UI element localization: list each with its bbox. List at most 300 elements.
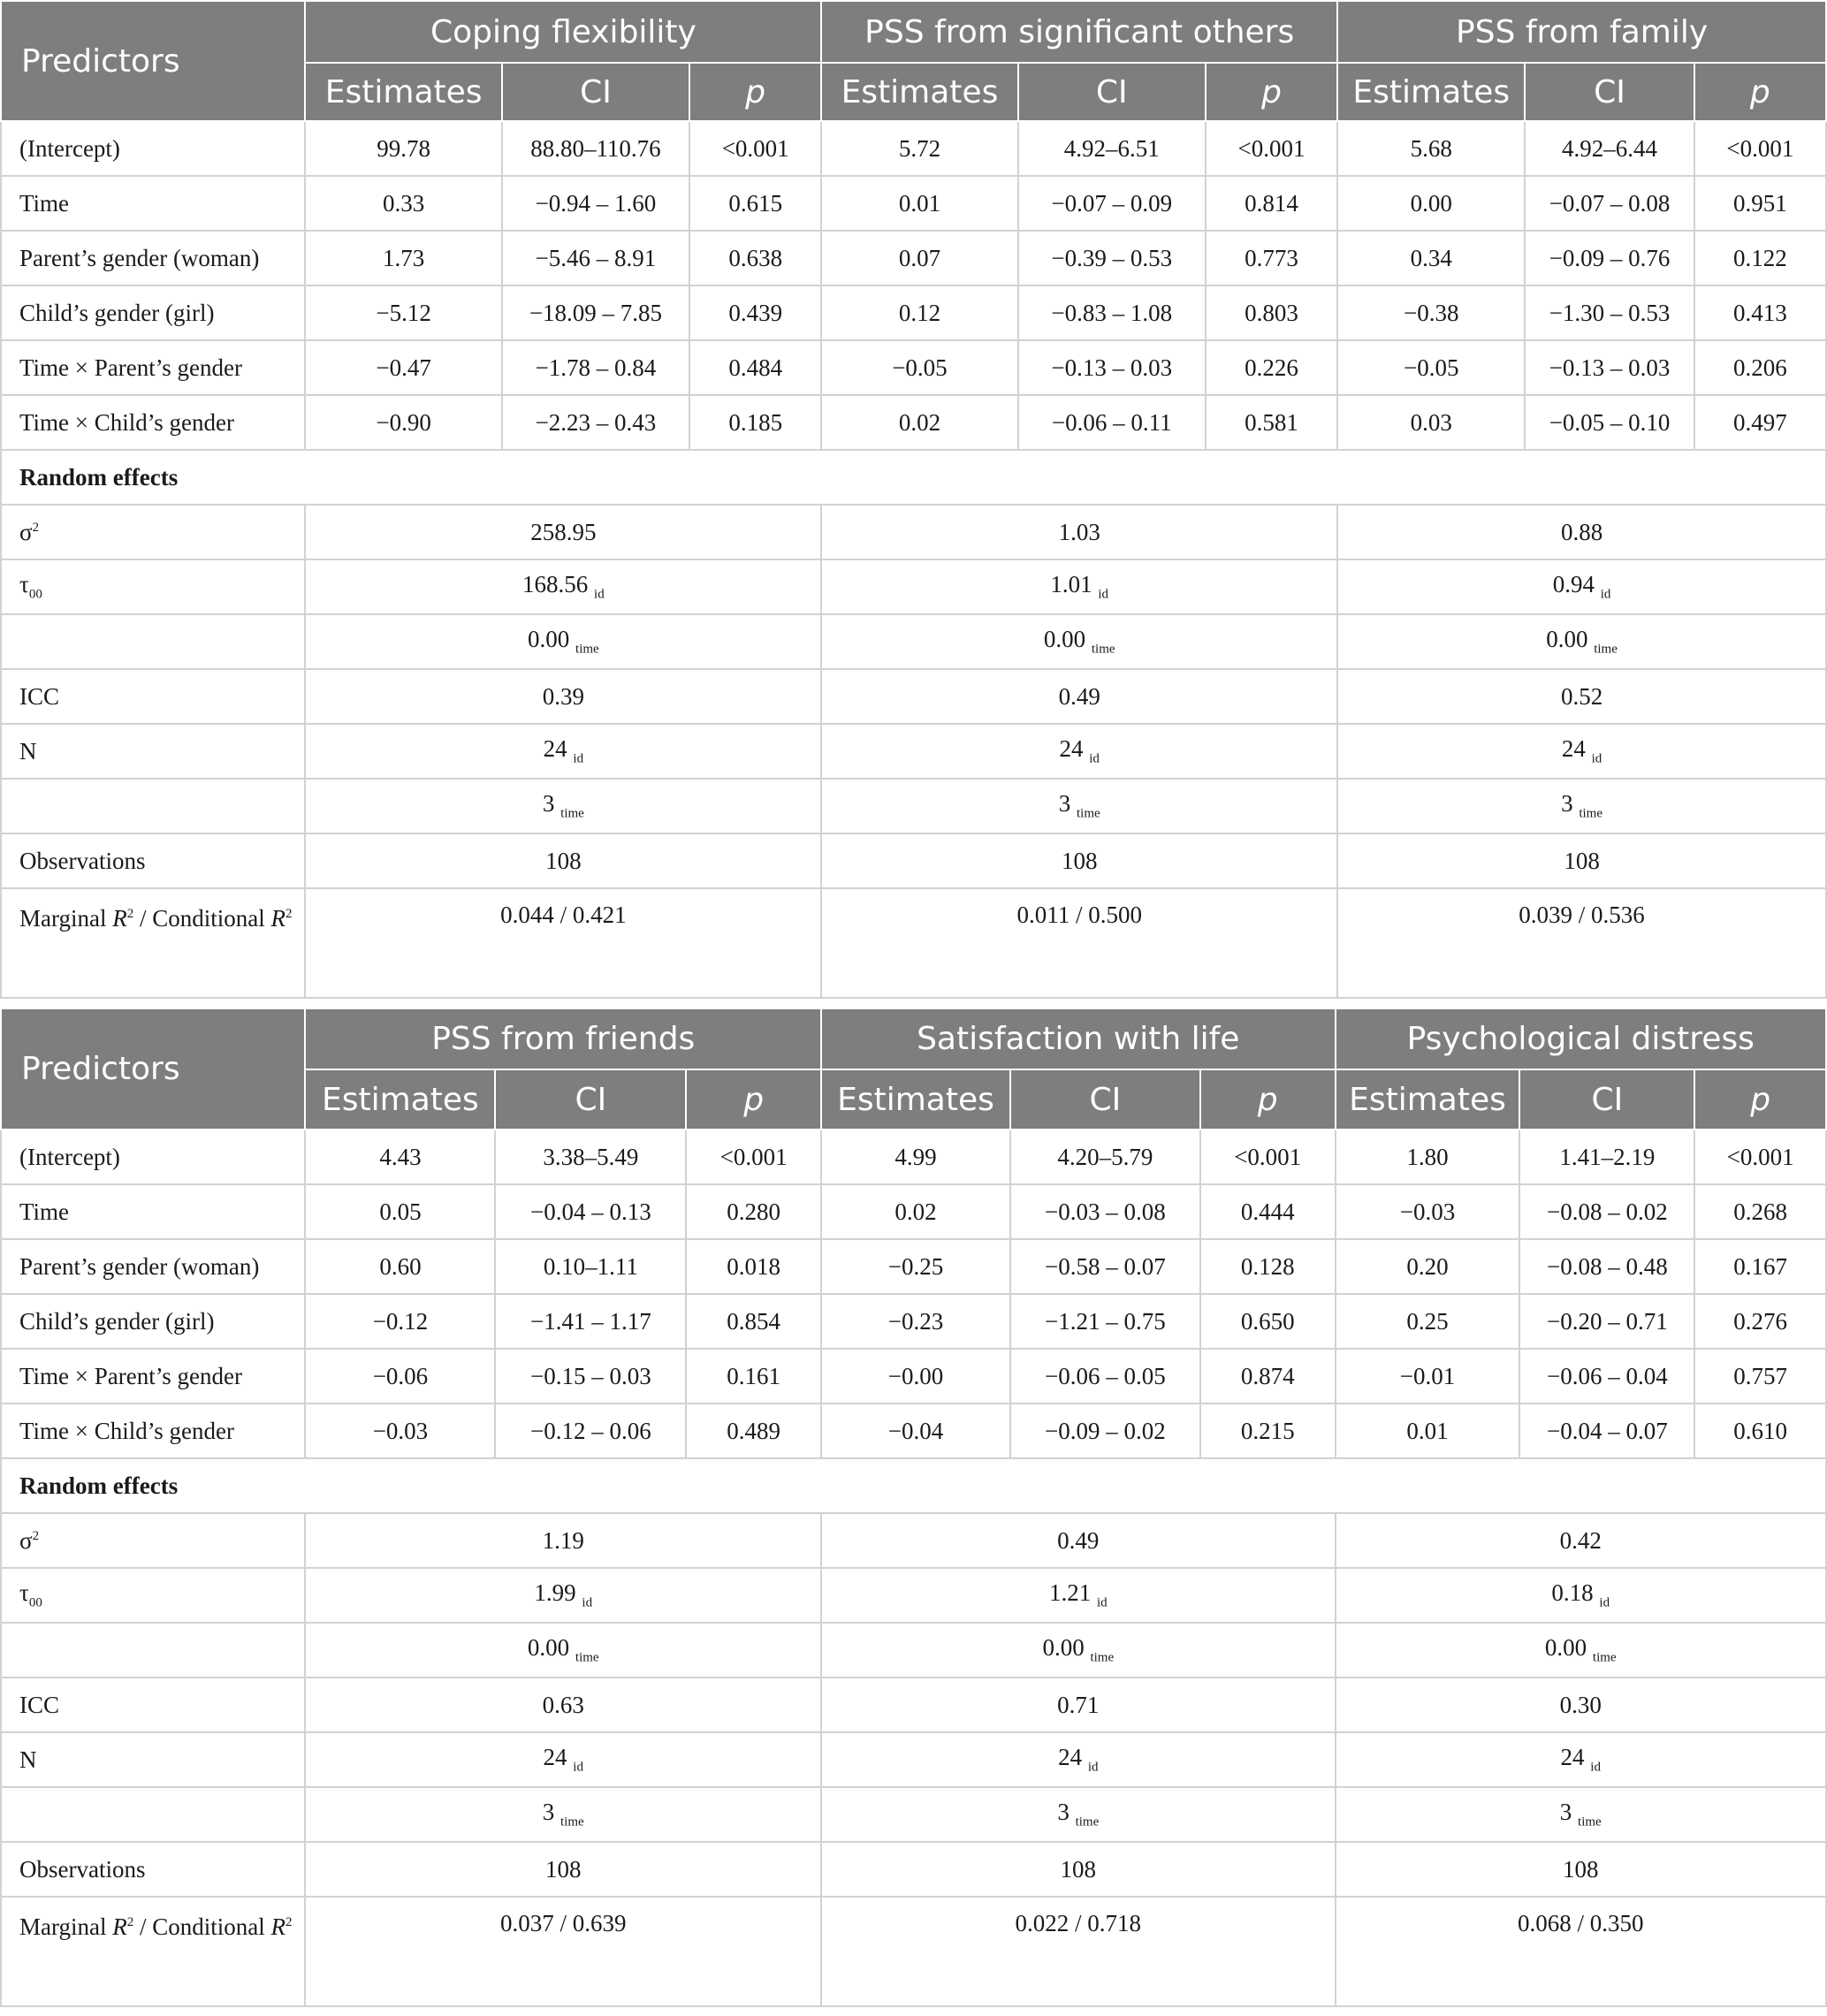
p-header: p bbox=[1694, 63, 1826, 121]
table-cell: <0.001 bbox=[1200, 1130, 1336, 1184]
table-row bbox=[1, 779, 1826, 833]
table-row bbox=[1, 1623, 1826, 1677]
table-cell: 0.05 bbox=[305, 1184, 495, 1239]
ci-header: CI bbox=[1018, 63, 1206, 121]
table-cell: 1.41–2.19 bbox=[1519, 1130, 1694, 1184]
table-cell: 0.60 bbox=[305, 1239, 495, 1294]
row-label-r: R bbox=[270, 1913, 285, 1940]
table-cell: −0.25 bbox=[821, 1239, 1010, 1294]
table-cell bbox=[821, 505, 1337, 559]
p-header: p bbox=[689, 63, 821, 121]
table-cell bbox=[305, 1513, 821, 1568]
cell-subscript: time bbox=[1594, 642, 1618, 657]
cell-value: 3 bbox=[542, 1799, 555, 1826]
table-header bbox=[1, 1, 1826, 121]
table-cell: 0.439 bbox=[689, 285, 821, 340]
cell-value: 1.03 bbox=[1058, 518, 1100, 545]
outcome-header: Coping flexibility bbox=[305, 1, 821, 63]
section-row bbox=[1, 1458, 1826, 1513]
cell-subscript: time bbox=[1592, 1650, 1617, 1665]
table-row bbox=[1, 285, 1826, 340]
table-cell bbox=[305, 1732, 821, 1787]
table-cell: −1.41 – 1.17 bbox=[495, 1294, 686, 1349]
table-cell: −0.06 – 0.05 bbox=[1010, 1349, 1200, 1404]
row-label-text: N bbox=[19, 737, 37, 765]
row-label-superscript: 2 bbox=[285, 1915, 293, 1929]
table-cell: 0.773 bbox=[1206, 231, 1337, 285]
row-label bbox=[1, 833, 305, 888]
table-cell bbox=[305, 779, 821, 833]
row-label: Time bbox=[1, 176, 305, 231]
cell-subscript: id bbox=[1590, 1760, 1601, 1775]
cell-value: 0.63 bbox=[542, 1691, 584, 1718]
table-row bbox=[1, 888, 1826, 998]
p-header: p bbox=[1694, 1069, 1826, 1130]
table-row bbox=[1, 1568, 1826, 1623]
table-cell: 0.12 bbox=[821, 285, 1017, 340]
table-cell bbox=[305, 888, 821, 998]
row-label: Child’s gender (girl) bbox=[1, 285, 305, 340]
table-cell: 0.581 bbox=[1206, 395, 1337, 450]
table-cell: 0.497 bbox=[1694, 395, 1826, 450]
row-label bbox=[1, 1623, 305, 1677]
table-cell: −0.94 – 1.60 bbox=[502, 176, 689, 231]
outcome-header: Satisfaction with life bbox=[821, 1008, 1336, 1069]
cell-value: 1.99 bbox=[534, 1579, 576, 1607]
table-cell: −1.21 – 0.75 bbox=[1010, 1294, 1200, 1349]
table-cell: 0.185 bbox=[689, 395, 821, 450]
outcome-header: Psychological distress bbox=[1336, 1008, 1826, 1069]
table-row bbox=[1, 1787, 1826, 1842]
table-cell bbox=[1337, 505, 1826, 559]
row-label bbox=[1, 559, 305, 614]
row-label-text: τ bbox=[19, 1579, 29, 1607]
cell-subscript: time bbox=[1578, 1814, 1602, 1830]
table-body bbox=[1, 1130, 1826, 2006]
table-cell: 0.280 bbox=[686, 1184, 821, 1239]
table-cell bbox=[821, 559, 1337, 614]
cell-subscript: time bbox=[1091, 642, 1115, 657]
row-label bbox=[1, 505, 305, 559]
cell-subscript: id bbox=[1600, 587, 1611, 602]
cell-value: 0.044 / 0.421 bbox=[500, 901, 627, 928]
table-cell bbox=[821, 724, 1337, 779]
table-cell bbox=[305, 614, 821, 669]
table-cell: −0.08 – 0.48 bbox=[1519, 1239, 1694, 1294]
estimates-header: Estimates bbox=[1336, 1069, 1520, 1130]
row-label bbox=[1, 1787, 305, 1842]
table-cell bbox=[821, 779, 1337, 833]
table-cell: −18.09 – 7.85 bbox=[502, 285, 689, 340]
table-cell: −2.23 – 0.43 bbox=[502, 395, 689, 450]
cell-value: 0.39 bbox=[542, 682, 585, 710]
table-row bbox=[1, 395, 1826, 450]
table-cell: 0.413 bbox=[1694, 285, 1826, 340]
cell-subscript: time bbox=[560, 1814, 584, 1830]
cell-subscript: time bbox=[575, 642, 599, 657]
table-cell: −0.05 bbox=[1337, 340, 1525, 395]
table-cell bbox=[305, 559, 821, 614]
estimates-header: Estimates bbox=[821, 1069, 1010, 1130]
cell-subscript: id bbox=[1591, 751, 1602, 766]
cell-value: 0.022 / 0.718 bbox=[1015, 1910, 1142, 1936]
table-cell: −0.07 – 0.09 bbox=[1018, 176, 1206, 231]
row-label bbox=[1, 1677, 305, 1732]
row-label: Time × Child’s gender bbox=[1, 395, 305, 450]
table-cell bbox=[821, 1842, 1336, 1897]
row-label-text: / Conditional bbox=[133, 905, 271, 932]
table-cell: −0.13 – 0.03 bbox=[1525, 340, 1694, 395]
row-label-text: Marginal bbox=[19, 905, 113, 932]
section-row bbox=[1, 450, 1826, 505]
table-cell bbox=[305, 1787, 821, 1842]
cell-value: 108 bbox=[545, 1855, 582, 1883]
cell-value: 108 bbox=[1060, 1855, 1097, 1883]
table-cell bbox=[1336, 1513, 1826, 1568]
table-cell: 0.03 bbox=[1337, 395, 1525, 450]
table-cell: 0.638 bbox=[689, 231, 821, 285]
cell-value: 108 bbox=[545, 847, 582, 874]
cell-value: 0.039 / 0.536 bbox=[1519, 901, 1645, 928]
table-cell: 5.68 bbox=[1337, 121, 1525, 176]
table-cell bbox=[305, 669, 821, 724]
cell-value: 24 bbox=[543, 1744, 567, 1771]
cell-value: 0.94 bbox=[1552, 571, 1595, 598]
table-row bbox=[1, 1130, 1826, 1184]
table-cell: −0.09 – 0.02 bbox=[1010, 1404, 1200, 1458]
cell-value: 0.18 bbox=[1551, 1579, 1594, 1607]
cell-value: 1.19 bbox=[542, 1526, 584, 1554]
table-cell: 0.01 bbox=[821, 176, 1017, 231]
p-header: p bbox=[1200, 1069, 1336, 1130]
table-cell bbox=[1337, 614, 1826, 669]
table-row bbox=[1, 1513, 1826, 1568]
cell-value: 3 bbox=[1057, 1799, 1070, 1826]
table-cell bbox=[305, 1677, 821, 1732]
table-row bbox=[1, 833, 1826, 888]
table-row bbox=[1, 121, 1826, 176]
table-cell: 0.128 bbox=[1200, 1239, 1336, 1294]
table-cell: 0.215 bbox=[1200, 1404, 1336, 1458]
cell-value: 3 bbox=[1058, 790, 1071, 818]
row-label-r: R bbox=[270, 905, 285, 932]
table-cell: 0.484 bbox=[689, 340, 821, 395]
row-label-text: σ bbox=[19, 518, 33, 545]
table-cell bbox=[1336, 1568, 1826, 1623]
cell-value: 3 bbox=[542, 790, 555, 818]
table-cell: −0.08 – 0.02 bbox=[1519, 1184, 1694, 1239]
cell-value: 108 bbox=[1564, 847, 1600, 874]
table-row bbox=[1, 1349, 1826, 1404]
table-cell bbox=[1336, 1732, 1826, 1787]
table-cell bbox=[821, 1623, 1336, 1677]
table-cell: −0.03 bbox=[1336, 1184, 1520, 1239]
row-label: (Intercept) bbox=[1, 1130, 305, 1184]
table-cell bbox=[821, 1677, 1336, 1732]
row-label bbox=[1, 614, 305, 669]
table-cell: 4.92–6.44 bbox=[1525, 121, 1694, 176]
table-cell: −0.06 – 0.04 bbox=[1519, 1349, 1694, 1404]
row-label-text: ICC bbox=[19, 1691, 60, 1718]
table-cell: −0.90 bbox=[305, 395, 501, 450]
table-cell: 0.25 bbox=[1336, 1294, 1520, 1349]
header-row bbox=[1, 1008, 1826, 1069]
cell-value: 108 bbox=[1061, 847, 1098, 874]
table-cell bbox=[821, 888, 1337, 998]
row-label bbox=[1, 1568, 305, 1623]
table-cell: −1.78 – 0.84 bbox=[502, 340, 689, 395]
table-cell bbox=[305, 1897, 821, 2006]
table-cell: 0.122 bbox=[1694, 231, 1826, 285]
table-row bbox=[1, 669, 1826, 724]
table-cell bbox=[1336, 1623, 1826, 1677]
table-cell: −0.04 – 0.13 bbox=[495, 1184, 686, 1239]
row-label-superscript: 2 bbox=[32, 520, 40, 535]
table-cell: 1.73 bbox=[305, 231, 501, 285]
table-cell bbox=[1336, 1787, 1826, 1842]
table-cell bbox=[821, 669, 1337, 724]
cell-subscript: time bbox=[575, 1650, 599, 1665]
cell-value: 258.95 bbox=[530, 518, 597, 545]
table-cell bbox=[821, 1513, 1336, 1568]
table-cell: 0.757 bbox=[1694, 1349, 1826, 1404]
row-label bbox=[1, 1732, 305, 1787]
row-label-r: R bbox=[112, 905, 127, 932]
table-row bbox=[1, 724, 1826, 779]
cell-value: 0.71 bbox=[1057, 1691, 1100, 1718]
table-cell: −0.06 – 0.11 bbox=[1018, 395, 1206, 450]
outcome-header: PSS from friends bbox=[305, 1008, 821, 1069]
outcome-header: PSS from family bbox=[1337, 1, 1826, 63]
table-cell bbox=[1337, 559, 1826, 614]
table-cell: −5.46 – 8.91 bbox=[502, 231, 689, 285]
table-row bbox=[1, 1897, 1826, 2006]
row-label-text: / Conditional bbox=[133, 1913, 271, 1940]
cell-value: 0.00 bbox=[1043, 626, 1086, 653]
table-cell: 0.02 bbox=[821, 395, 1017, 450]
cell-value: 3 bbox=[1559, 1799, 1572, 1826]
p-header: p bbox=[1206, 63, 1337, 121]
cell-value: 24 bbox=[1059, 735, 1084, 763]
row-label-superscript: 2 bbox=[285, 907, 293, 921]
table-cell bbox=[1337, 779, 1826, 833]
table-cell: 99.78 bbox=[305, 121, 501, 176]
table-cell bbox=[305, 1842, 821, 1897]
cell-subscript: id bbox=[1599, 1595, 1610, 1610]
table-cell: <0.001 bbox=[1206, 121, 1337, 176]
table-cell: −0.04 – 0.07 bbox=[1519, 1404, 1694, 1458]
ci-header: CI bbox=[1010, 1069, 1200, 1130]
table-cell: −0.39 – 0.53 bbox=[1018, 231, 1206, 285]
table-cell: 0.33 bbox=[305, 176, 501, 231]
cell-value: 24 bbox=[543, 735, 567, 763]
table-cell: 4.99 bbox=[821, 1130, 1010, 1184]
table-cell bbox=[821, 1732, 1336, 1787]
cell-value: 108 bbox=[1563, 1855, 1599, 1883]
estimates-header: Estimates bbox=[821, 63, 1017, 121]
table-cell: <0.001 bbox=[689, 121, 821, 176]
table-cell: 88.80–110.76 bbox=[502, 121, 689, 176]
table-cell bbox=[821, 1897, 1336, 2006]
table-cell bbox=[305, 1568, 821, 1623]
ci-header: CI bbox=[502, 63, 689, 121]
cell-value: 0.00 bbox=[528, 626, 570, 653]
table-cell: −1.30 – 0.53 bbox=[1525, 285, 1694, 340]
table-row bbox=[1, 614, 1826, 669]
cell-value: 168.56 bbox=[522, 571, 589, 598]
cell-subscript: id bbox=[573, 1760, 583, 1775]
cell-value: 0.00 bbox=[1546, 626, 1588, 653]
outcome-header: PSS from significant others bbox=[821, 1, 1337, 63]
cell-subscript: time bbox=[1075, 1814, 1100, 1830]
predictors-header: Predictors bbox=[1, 1, 305, 121]
row-label bbox=[1, 1897, 305, 2006]
random-effects-heading: Random effects bbox=[1, 1458, 1826, 1513]
table-cell: −0.07 – 0.08 bbox=[1525, 176, 1694, 231]
cell-subscript: time bbox=[1579, 806, 1603, 821]
table-cell: 0.268 bbox=[1694, 1184, 1826, 1239]
table-cell: −0.06 bbox=[305, 1349, 495, 1404]
row-label bbox=[1, 669, 305, 724]
ci-header: CI bbox=[1519, 1069, 1694, 1130]
row-label: Time bbox=[1, 1184, 305, 1239]
table-cell bbox=[1336, 1677, 1826, 1732]
table-cell: 0.814 bbox=[1206, 176, 1337, 231]
table-row bbox=[1, 1294, 1826, 1349]
table-cell: 5.72 bbox=[821, 121, 1017, 176]
cell-value: 3 bbox=[1561, 790, 1573, 818]
table-cell: −0.12 – 0.06 bbox=[495, 1404, 686, 1458]
table-row bbox=[1, 1677, 1826, 1732]
table-cell: 0.34 bbox=[1337, 231, 1525, 285]
cell-value: 0.00 bbox=[1544, 1634, 1587, 1662]
table-cell bbox=[821, 614, 1337, 669]
table-cell: 0.226 bbox=[1206, 340, 1337, 395]
table-cell: 0.02 bbox=[821, 1184, 1010, 1239]
table-cell: 0.161 bbox=[686, 1349, 821, 1404]
table-cell bbox=[305, 724, 821, 779]
results-table-1 bbox=[0, 0, 1827, 999]
table-cell: 4.92–6.51 bbox=[1018, 121, 1206, 176]
cell-subscript: time bbox=[1077, 806, 1100, 821]
row-label: Time × Parent’s gender bbox=[1, 340, 305, 395]
table-cell: −0.05 – 0.10 bbox=[1525, 395, 1694, 450]
cell-subscript: id bbox=[573, 751, 584, 766]
row-label bbox=[1, 779, 305, 833]
row-label-subscript: 00 bbox=[28, 587, 42, 602]
table-cell bbox=[305, 1623, 821, 1677]
table-cell: <0.001 bbox=[1694, 121, 1826, 176]
table-cell: 0.951 bbox=[1694, 176, 1826, 231]
table-row bbox=[1, 1184, 1826, 1239]
table-cell bbox=[1337, 724, 1826, 779]
row-label: (Intercept) bbox=[1, 121, 305, 176]
table-cell: 1.80 bbox=[1336, 1130, 1520, 1184]
table-cell: −0.15 – 0.03 bbox=[495, 1349, 686, 1404]
cell-value: 24 bbox=[1561, 735, 1586, 763]
row-label-text: τ bbox=[19, 571, 29, 598]
row-label bbox=[1, 724, 305, 779]
cell-subscript: id bbox=[594, 587, 605, 602]
row-label-text: N bbox=[19, 1746, 37, 1773]
estimates-header: Estimates bbox=[305, 1069, 495, 1130]
p-header: p bbox=[686, 1069, 821, 1130]
row-label-superscript: 2 bbox=[126, 907, 134, 921]
table-cell: −5.12 bbox=[305, 285, 501, 340]
table-cell: 0.276 bbox=[1694, 1294, 1826, 1349]
table-cell: 0.444 bbox=[1200, 1184, 1336, 1239]
table-cell: 3.38–5.49 bbox=[495, 1130, 686, 1184]
predictors-header: Predictors bbox=[1, 1008, 305, 1130]
cell-value: 0.49 bbox=[1057, 1526, 1100, 1554]
header-row bbox=[1, 1, 1826, 63]
row-label: Child’s gender (girl) bbox=[1, 1294, 305, 1349]
row-label: Parent’s gender (woman) bbox=[1, 231, 305, 285]
row-label-superscript: 2 bbox=[32, 1528, 40, 1543]
cell-subscript: id bbox=[1089, 751, 1100, 766]
cell-value: 0.037 / 0.639 bbox=[499, 1910, 627, 1936]
cell-subscript: id bbox=[1096, 1595, 1108, 1610]
row-label-text: Observations bbox=[19, 1855, 146, 1883]
table-row bbox=[1, 1732, 1826, 1787]
row-label: Time × Parent’s gender bbox=[1, 1349, 305, 1404]
table-cell: 0.167 bbox=[1694, 1239, 1826, 1294]
table-cell: −0.03 – 0.08 bbox=[1010, 1184, 1200, 1239]
table-row bbox=[1, 1842, 1826, 1897]
table-cell: −0.38 bbox=[1337, 285, 1525, 340]
row-label bbox=[1, 1842, 305, 1897]
table-cell: −0.00 bbox=[821, 1349, 1010, 1404]
row-label-r: R bbox=[112, 1913, 127, 1940]
table-cell: <0.001 bbox=[686, 1130, 821, 1184]
row-label-text: Observations bbox=[19, 847, 146, 874]
table-cell: −0.23 bbox=[821, 1294, 1010, 1349]
ci-header: CI bbox=[495, 1069, 686, 1130]
ci-header: CI bbox=[1525, 63, 1694, 121]
table-cell: <0.001 bbox=[1694, 1130, 1826, 1184]
table-cell: 4.43 bbox=[305, 1130, 495, 1184]
cell-value: 1.21 bbox=[1048, 1579, 1092, 1607]
table-cell: 0.489 bbox=[686, 1404, 821, 1458]
table-cell: 0.01 bbox=[1336, 1404, 1520, 1458]
table-cell: −0.03 bbox=[305, 1404, 495, 1458]
table-row bbox=[1, 559, 1826, 614]
table-cell: 0.20 bbox=[1336, 1239, 1520, 1294]
table-cell: −0.09 – 0.76 bbox=[1525, 231, 1694, 285]
cell-value: 0.52 bbox=[1560, 682, 1603, 710]
table-row bbox=[1, 176, 1826, 231]
cell-value: 0.42 bbox=[1559, 1526, 1602, 1554]
table-cell: −0.20 – 0.71 bbox=[1519, 1294, 1694, 1349]
table-body bbox=[1, 121, 1826, 998]
table-cell: 0.854 bbox=[686, 1294, 821, 1349]
cell-value: 0.011 / 0.500 bbox=[1016, 901, 1142, 928]
table-cell bbox=[1336, 1842, 1826, 1897]
table-cell: −0.04 bbox=[821, 1404, 1010, 1458]
table-cell: −0.05 bbox=[821, 340, 1017, 395]
estimates-header: Estimates bbox=[305, 63, 501, 121]
cell-subscript: time bbox=[560, 806, 584, 821]
table-cell: −0.47 bbox=[305, 340, 501, 395]
row-label bbox=[1, 888, 305, 998]
cell-value: 0.00 bbox=[527, 1634, 570, 1662]
cell-subscript: time bbox=[1090, 1650, 1115, 1665]
cell-subscript: id bbox=[1087, 1760, 1099, 1775]
table-cell: 0.803 bbox=[1206, 285, 1337, 340]
cell-value: 24 bbox=[1058, 1744, 1083, 1771]
row-label-text: ICC bbox=[19, 682, 60, 710]
table-cell: 0.07 bbox=[821, 231, 1017, 285]
